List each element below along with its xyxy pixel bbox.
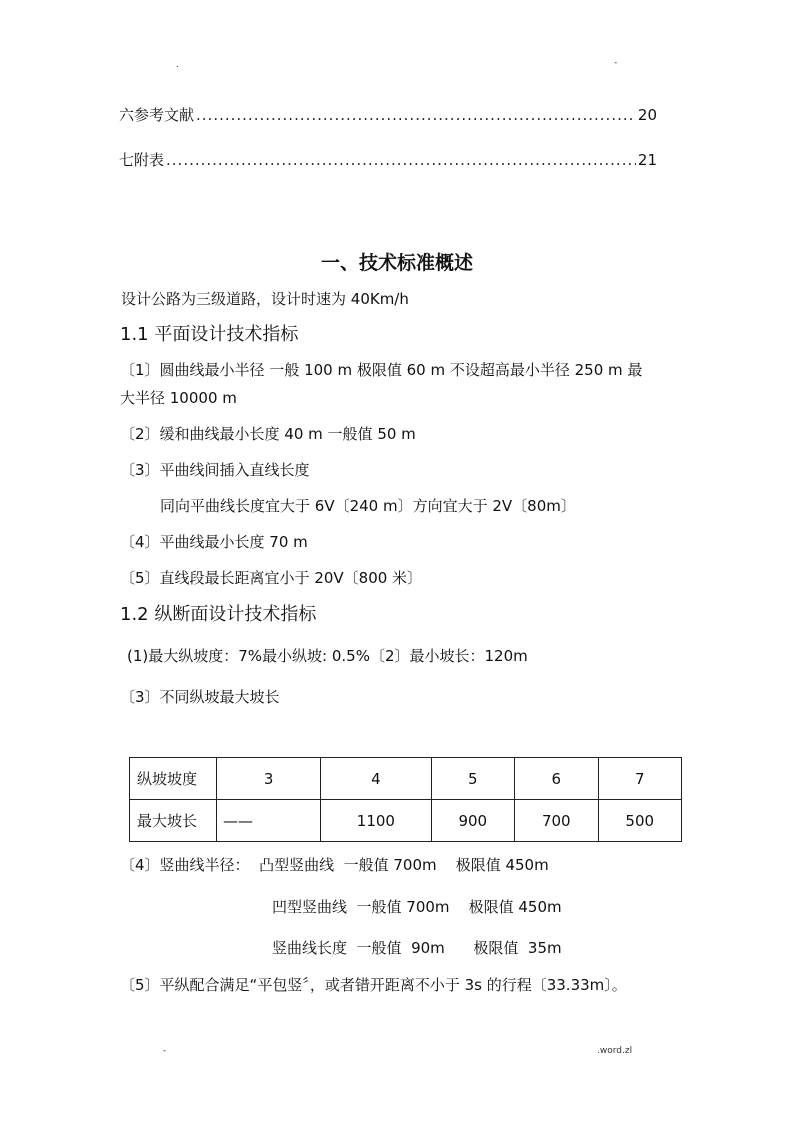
table-cell: 3: [217, 758, 321, 800]
grade-length-table: [129, 757, 682, 842]
table-cell: 6: [515, 758, 598, 800]
s1-item1-line1: 〔1〕圆曲线最小半径 一般 100 m 极限值 60 m 不设超高最小半径 250 m 最: [120, 361, 643, 379]
intro-text: 设计公路为三级道路，设计时速为 40Km/h: [121, 290, 409, 308]
toc-page-number: 20: [637, 106, 657, 124]
table-row: [130, 800, 682, 842]
table-cell: 7: [598, 758, 682, 800]
s1-item4: 〔4〕平曲线最小长度 70 m: [120, 533, 308, 551]
toc-label: 七附表: [119, 151, 165, 169]
s2-item4-line1: 〔4〕竖曲线半径： 凸型竖曲线 一般值 700m 极限值 450m: [120, 856, 549, 874]
table-cell: 700: [515, 800, 598, 842]
s1-item5: 〔5〕直线段最长距离宜小于 20V〔800 米〕: [120, 569, 423, 587]
toc-entry-appendix[interactable]: [119, 149, 657, 170]
s2-item4-line3: 竖曲线长度 一般值 90m 极限值 35m: [272, 939, 562, 957]
s2-item1: (1)最大纵坡度：7%最小纵坡: 0.5%〔2〕最小坡长：120m: [127, 647, 528, 665]
s2-item3: 〔3〕不同纵坡最大坡长: [120, 688, 280, 706]
footer-right-text: .word.zl: [597, 1046, 633, 1056]
table-cell: 900: [431, 800, 514, 842]
table-cell: 1100: [321, 800, 431, 842]
s2-item5: 〔5〕平纵配合满足“平包竖〞，或者错开距离不小于 3s 的行程〔33.33m〕。: [120, 976, 627, 994]
s1-item1-line2: 大半径 10000 m: [120, 389, 237, 407]
toc-entry-references[interactable]: [119, 104, 657, 125]
header-left-mark: .: [176, 60, 179, 70]
table-row: [130, 758, 682, 800]
toc-page-number: 21: [637, 151, 657, 169]
footer-left-mark: -: [163, 1046, 167, 1056]
heading-1-2: 1.2 纵断面设计技术指标: [120, 604, 317, 625]
s2-item4-line2: 凹型竖曲线 一般值 700m 极限值 450m: [272, 898, 562, 916]
section-title: 一、技术标准概述: [320, 252, 473, 274]
header-right-mark: -: [614, 58, 618, 68]
s1-item2: 〔2〕缓和曲线最小长度 40 m 一般值 50 m: [120, 425, 416, 443]
toc-label: 六参考文献: [119, 106, 195, 124]
table-cell: 4: [321, 758, 431, 800]
table-cell-row-label: 最大坡长: [130, 800, 217, 842]
toc-leader-dots: [196, 106, 636, 124]
s1-item3: 〔3〕平曲线间插入直线长度: [120, 461, 310, 479]
s1-item3-detail: 同向平曲线长度宜大于 6V〔240 m〕方向宜大于 2V〔80m〕: [160, 497, 576, 515]
toc-leader-dots: [166, 151, 636, 169]
table-cell: 5: [431, 758, 514, 800]
heading-1-1: 1.1 平面设计技术指标: [120, 324, 299, 345]
table-cell-row-label: 纵坡坡度: [130, 758, 217, 800]
table-cell: 500: [598, 800, 682, 842]
table-cell: ——: [217, 800, 321, 842]
